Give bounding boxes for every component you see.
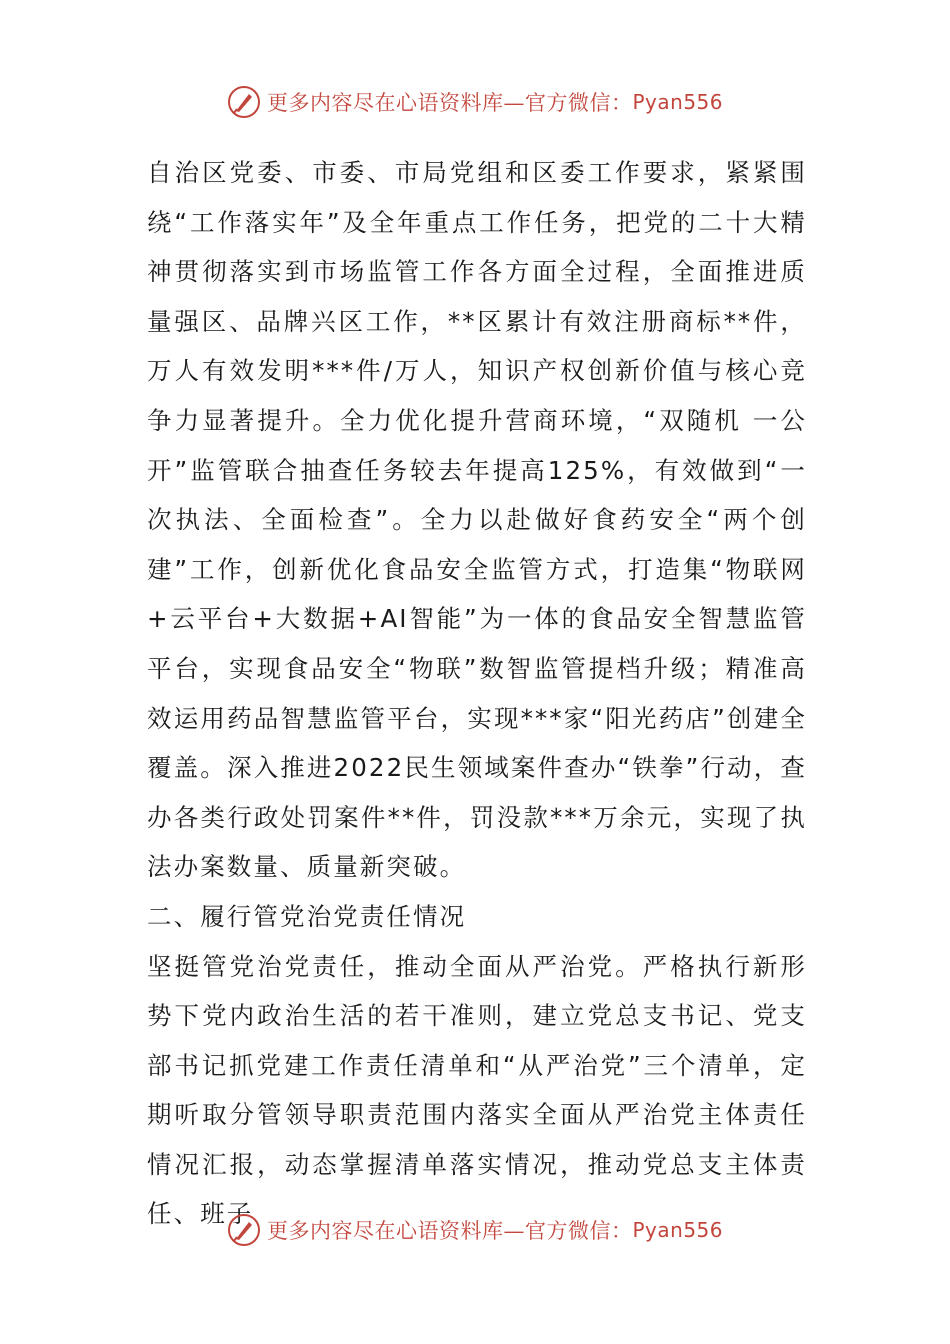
quill-logo-icon: [227, 1213, 261, 1247]
footer-banner: [0, 1210, 950, 1250]
document-body: [147, 148, 807, 1239]
paragraph-2: 坚挺管党治党责任，推动全面从严治党。严格执行新形势下党内政治生活的若干准则，建立党总支书记、党支部书记抓党建工作责任清单和“从严治党”三个清单，定期听取分管领导职责范围内落实全面从严治党主体责任情况汇报，动态掌握清单落实情况，推动党总支主体责任、班子: [147, 951, 807, 1229]
header-banner-handle: Pyan556: [632, 90, 723, 114]
header-banner-text: 更多内容尽在心语资料库—官方微信：: [266, 91, 633, 115]
paragraph-1: 自治区党委、市委、市局党组和区委工作要求，紧紧围绕“工作落实年”及全年重点工作任务，把党的二十大精神贯彻落实到市场监管工作各方面全过程，全面推进质量强区、品牌兴区工作，**区累计有效注册商标**件，万人有效发明***件/万人，知识产权创新价值与核心竞争力显著提升。全力优化提升营商环境，“双随机 一公开”监管联合抽查任务较去年提高125%，有效做到“一次执法、全面检查”。全力以赴做好食药安全“两个创建”工作，创新优化食品安全监管方式，打造集“物联网+云平台+大数据+AI智能”为一体的食品安全智慧监管平台，实现食品安全“物联”数智监管提档升级；精准高效运用药品智慧监管平台，实现***家“阳光药店”创建全覆盖。深入推进2022民生领域案件查办“铁拳”行动，查办各类行政处罚案件**件，罚没款***万余元，实现了执法办案数量、质量新突破。: [147, 158, 807, 882]
header-banner: [0, 82, 950, 122]
footer-banner-handle: Pyan556: [632, 1218, 723, 1242]
section-heading: 二、履行管党治党责任情况: [147, 901, 467, 931]
footer-banner-text: 更多内容尽在心语资料库—官方微信：: [266, 1219, 633, 1243]
quill-logo-icon: [227, 85, 261, 119]
